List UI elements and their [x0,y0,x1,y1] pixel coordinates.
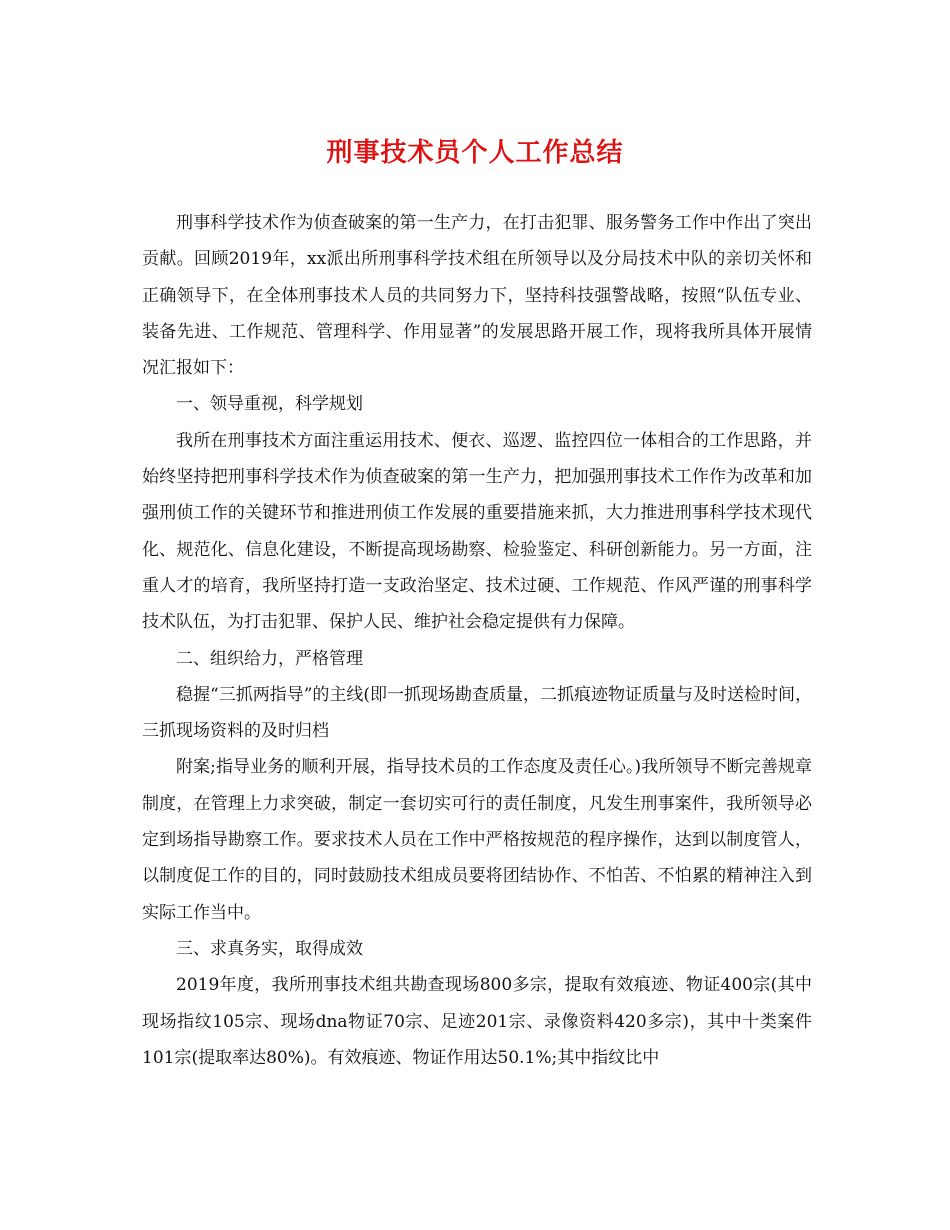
section-heading-3: 三、求真务实，取得成效 [176,938,363,959]
document-body [142,205,812,1076]
document-title: 刑事技术员个人工作总结 [326,138,624,168]
section-1-paragraph: 我所在刑事技术方面注重运用技术、便衣、巡逻、监控四位一体相合的工作思路，并始终坚持把刑事科学技术作为侦查破案的第一生产力，把加强刑事技术工作作为改革和加强刑侦工作的关键环节和推进刑侦工作发展的重要措施来抓，大力推进刑事科学技术现代化、规范化、信息化建设，不断提高现场勘察、检验鉴定、科研创新能力。另一方面，注重人才的培育，我所坚持打造一支政治坚定、技术过硬、工作规范、作风严谨的刑事科学技术队伍，为打击犯罪、保护人民、维护社会稳定提供有力保障。 [142,430,812,633]
intro-paragraph: 刑事科学技术作为侦查破案的第一生产力，在打击犯罪、服务警务工作中作出了突出贡献。回顾2019年，xx派出所刑事科学技术组在所领导以及分局技术中队的亲切关怀和正确领导下，在全体刑事技术人员的共同努力下，坚持科技强警战略，按照“队伍专业、装备先进、工作规范、管理科学、作用显著”的发展思路开展工作，现将我所具体开展情况汇报如下： [142,213,812,379]
section-2-paragraph-1: 稳握“三抓两指导”的主线(即一抓现场勘查质量，二抓痕迹物证质量与及时送检时间，三抓现场资料的及时归档 [142,684,813,742]
section-heading-2: 二、组织给力，严格管理 [176,648,363,669]
section-3-paragraph: 2019年度，我所刑事技术组共勘查现场800多宗，提取有效痕迹、物证400宗(其中现场指纹105宗、现场dna物证70宗、足迹201宗、录像资料420多宗)，其中十类案件101宗(提取率达80%)。有效痕迹、物证作用达50.1%;其中指纹比中 [142,975,812,1068]
section-heading-1: 一、领导重视，科学规划 [176,394,363,415]
section-2-paragraph-2: 附案;指导业务的顺利开展，指导技术员的工作态度及责任心。)我所领导不断完善规章制度，在管理上力求突破，制定一套切实可行的责任制度，凡发生刑事案件，我所领导必定到场指导勘察工作。要求技术人员在工作中严格按规范的程序操作，达到以制度管人，以制度促工作的目的，同时鼓励技术组成员要将团结协作、不怕苦、不怕累的精神注入到实际工作当中。 [142,757,812,923]
